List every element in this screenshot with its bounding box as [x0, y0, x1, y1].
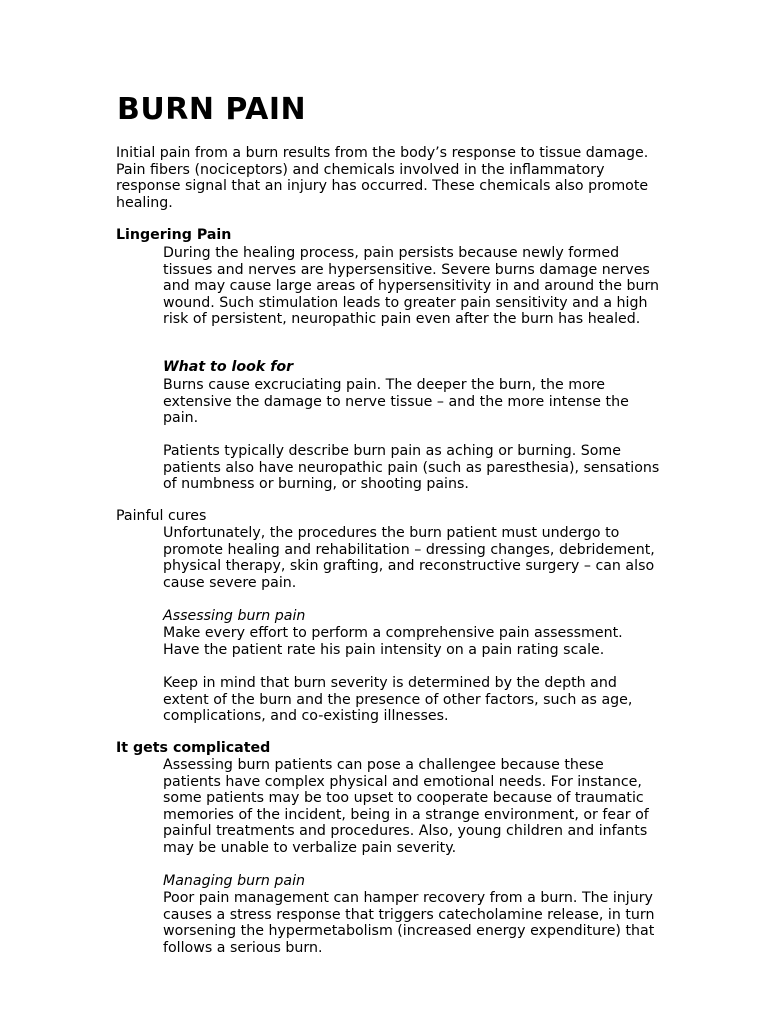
- section-body-lingering-pain: During the healing process, pain persists because newly formed tissues and nerves are hypersensitive. Severe burns damage nerves and may cause large areas of hypersensitivity in and around the burn wound. Such stimulation leads to greater pain sensitivity and a high risk of persistent, neuropathic pain even after the burn has healed.: [163, 245, 660, 327]
- section-heading-lingering-pain: Lingering Pain: [116, 227, 232, 243]
- subparagraph-what-to-look-for-2: Patients typically describe burn pain as aching or burning. Some patients also have neuropathic pain (such as paresthesia), sensations of numbness or burning, or shooting pains.: [163, 443, 660, 492]
- subparagraph-managing-burn-pain-1: Poor pain management can hamper recovery from a burn. The injury causes a stress response that triggers catecholamine release, in turn worsening the hypermetabolism (increased energy expenditure) that follows a serious burn.: [163, 890, 655, 956]
- subheading-what-to-look-for: What to look for: [163, 359, 294, 375]
- section-heading-painful-cures: Painful cures: [116, 508, 207, 524]
- subparagraph-what-to-look-for-1: Burns cause excruciating pain. The deeper the burn, the more extensive the damage to nerve tissue – and the more intense the pain.: [163, 377, 629, 426]
- page-title: BURN PAIN: [117, 92, 307, 127]
- subparagraph-assessing-burn-pain-2: Keep in mind that burn severity is determined by the depth and extent of the burn and the presence of other factors, such as age, complications, and co-existing illnesses.: [163, 675, 633, 724]
- subparagraph-assessing-burn-pain-1: Make every effort to perform a comprehensive pain assessment. Have the patient rate his pain intensity on a pain rating scale.: [163, 625, 623, 658]
- section-body-it-gets-complicated: Assessing burn patients can pose a challengee because these patients have complex physical and emotional needs. For instance, some patients may be too upset to cooperate because of traumatic memories of the incident, being in a strange environment, or fear of painful treatments and procedures. Also, young children and infants may be unable to verbalize pain severity.: [163, 757, 649, 856]
- section-body-painful-cures: Unfortunately, the procedures the burn patient must undergo to promote healing and rehabilitation – dressing changes, debridement, physical therapy, skin grafting, and reconstructive surgery – can also cause severe pain.: [163, 525, 655, 591]
- subheading-assessing-burn-pain: Assessing burn pain: [163, 608, 306, 624]
- section-heading-it-gets-complicated: It gets complicated: [116, 740, 271, 756]
- intro-paragraph: Initial pain from a burn results from the body’s response to tissue damage. Pain fibers (nociceptors) and chemicals involved in the inflammatory response signal that an injury has occurred. These chemicals also promote healing.: [116, 145, 649, 211]
- subheading-managing-burn-pain: Managing burn pain: [163, 873, 306, 889]
